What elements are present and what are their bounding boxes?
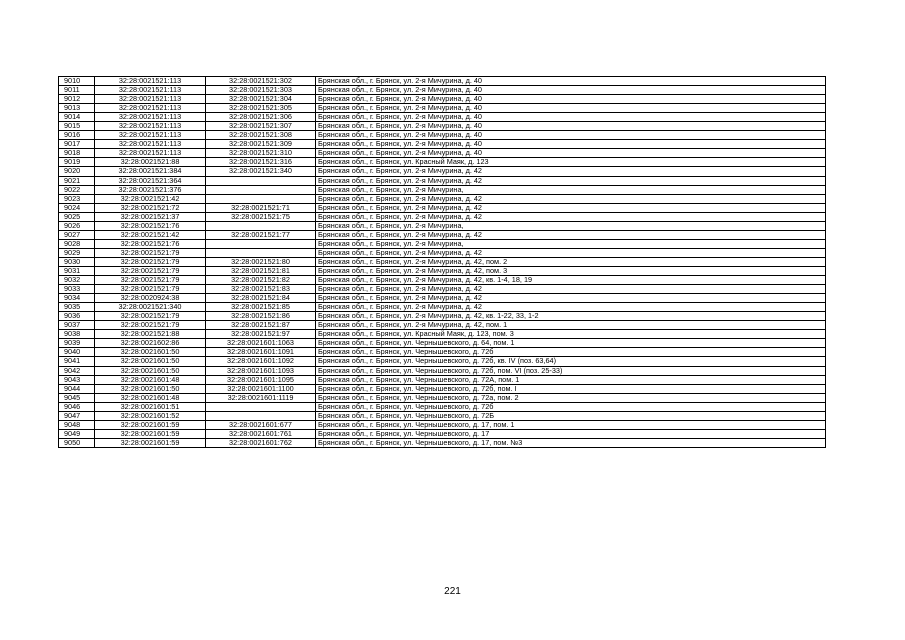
address-cell: Брянская обл., г. Брянск, ул. Чернышевского, д. 64, пом. 1	[316, 339, 826, 348]
parent-cadastral-number-cell: 32:28:0021601:51	[95, 402, 206, 411]
address-cell: Брянская обл., г. Брянск, ул. Чернышевского, д. 72б, пом. I	[316, 384, 826, 393]
parent-cadastral-number-cell: 32:28:0021521:72	[95, 203, 206, 212]
table-row	[59, 203, 826, 212]
parent-cadastral-number-cell: 32:28:0021521:113	[95, 104, 206, 113]
row-number-cell: 9035	[59, 303, 95, 312]
table-row	[59, 239, 826, 248]
parent-cadastral-number-cell: 32:28:0021521:42	[95, 194, 206, 203]
cadastral-number-cell: 32:28:0021601:762	[206, 438, 316, 447]
parent-cadastral-number-cell: 32:28:0021521:113	[95, 131, 206, 140]
table-row	[59, 321, 826, 330]
table-row	[59, 221, 826, 230]
cadastral-number-cell: 32:28:0021601:1093	[206, 366, 316, 375]
cadastral-number-cell: 32:28:0021521:302	[206, 77, 316, 86]
page-number: 221	[444, 586, 461, 597]
parent-cadastral-number-cell: 32:28:0021601:48	[95, 393, 206, 402]
table-row	[59, 257, 826, 266]
table-row	[59, 266, 826, 275]
table-row	[59, 339, 826, 348]
row-number-cell: 9037	[59, 321, 95, 330]
row-number-cell: 9045	[59, 393, 95, 402]
parent-cadastral-number-cell: 32:28:0021521:37	[95, 212, 206, 221]
parent-cadastral-number-cell: 32:28:0021521:113	[95, 122, 206, 131]
row-number-cell: 9013	[59, 104, 95, 113]
address-cell: Брянская обл., г. Брянск, ул. 2-я Мичурина,	[316, 239, 826, 248]
table-row	[59, 429, 826, 438]
cadastral-number-cell: 32:28:0021521:307	[206, 122, 316, 131]
address-cell: Брянская обл., г. Брянск, ул. 2-я Мичурина, д. 42, пом. 1	[316, 321, 826, 330]
cadastral-number-cell	[206, 185, 316, 194]
row-number-cell: 9031	[59, 266, 95, 275]
address-cell: Брянская обл., г. Брянск, ул. Чернышевского, д. 72Б	[316, 411, 826, 420]
address-cell: Брянская обл., г. Брянск, ул. Чернышевского, д. 17, пом. №3	[316, 438, 826, 447]
row-number-cell: 9028	[59, 239, 95, 248]
table-row	[59, 420, 826, 429]
cadastral-number-cell: 32:28:0021521:86	[206, 312, 316, 321]
table-row	[59, 294, 826, 303]
table-row	[59, 149, 826, 158]
parent-cadastral-number-cell: 32:28:0021521:79	[95, 285, 206, 294]
address-cell: Брянская обл., г. Брянск, ул. 2-я Мичурина, д. 42, пом. 3	[316, 266, 826, 275]
table-row	[59, 113, 826, 122]
table-row	[59, 384, 826, 393]
row-number-cell: 9034	[59, 294, 95, 303]
parent-cadastral-number-cell: 32:28:0021601:59	[95, 420, 206, 429]
table-row	[59, 158, 826, 167]
parent-cadastral-number-cell: 32:28:0021521:113	[95, 86, 206, 95]
address-cell: Брянская обл., г. Брянск, ул. Красный Маяк, д. 123, пом. 3	[316, 330, 826, 339]
row-number-cell: 9015	[59, 122, 95, 131]
row-number-cell: 9019	[59, 158, 95, 167]
parent-cadastral-number-cell: 32:28:0021521:79	[95, 248, 206, 257]
row-number-cell: 9023	[59, 194, 95, 203]
table-row	[59, 77, 826, 86]
row-number-cell: 9022	[59, 185, 95, 194]
cadastral-number-cell: 32:28:0021601:761	[206, 429, 316, 438]
cadastral-number-cell	[206, 221, 316, 230]
parent-cadastral-number-cell: 32:28:0021521:113	[95, 95, 206, 104]
cadastral-number-cell: 32:28:0021601:1100	[206, 384, 316, 393]
address-cell: Брянская обл., г. Брянск, ул. 2-я Мичурина, д. 40	[316, 104, 826, 113]
parent-cadastral-number-cell: 32:28:0021601:50	[95, 366, 206, 375]
cadastral-number-cell: 32:28:0021521:71	[206, 203, 316, 212]
parent-cadastral-number-cell: 32:28:0021521:76	[95, 239, 206, 248]
address-cell: Брянская обл., г. Брянск, ул. Чернышевского, д. 72б	[316, 402, 826, 411]
address-cell: Брянская обл., г. Брянск, ул. Чернышевского, д. 72б, пом. VI (поз. 25-33)	[316, 366, 826, 375]
address-cell: Брянская обл., г. Брянск, ул. 2-я Мичурина,	[316, 221, 826, 230]
row-number-cell: 9025	[59, 212, 95, 221]
cadastral-number-cell	[206, 411, 316, 420]
parent-cadastral-number-cell: 32:28:0021521:340	[95, 303, 206, 312]
table-row	[59, 348, 826, 357]
parent-cadastral-number-cell: 32:28:0021521:76	[95, 221, 206, 230]
address-cell: Брянская обл., г. Брянск, ул. Чернышевского, д. 72А, пом. 1	[316, 375, 826, 384]
cadastral-number-cell: 32:28:0021601:1119	[206, 393, 316, 402]
table-row	[59, 185, 826, 194]
cadastral-number-cell: 32:28:0021521:97	[206, 330, 316, 339]
parent-cadastral-number-cell: 32:28:0021521:79	[95, 321, 206, 330]
row-number-cell: 9027	[59, 230, 95, 239]
row-number-cell: 9029	[59, 248, 95, 257]
address-cell: Брянская обл., г. Брянск, ул. 2-я Мичурина, д. 40	[316, 122, 826, 131]
parent-cadastral-number-cell: 32:28:0021521:79	[95, 266, 206, 275]
row-number-cell: 9024	[59, 203, 95, 212]
cadastral-registry-table	[58, 76, 826, 448]
address-cell: Брянская обл., г. Брянск, ул. 2-я Мичурина, д. 42	[316, 212, 826, 221]
table-row	[59, 131, 826, 140]
parent-cadastral-number-cell: 32:28:0021601:59	[95, 438, 206, 447]
row-number-cell: 9040	[59, 348, 95, 357]
address-cell: Брянская обл., г. Брянск, ул. 2-я Мичурина, д. 40	[316, 140, 826, 149]
cadastral-number-cell: 32:28:0021521:77	[206, 230, 316, 239]
row-number-cell: 9010	[59, 77, 95, 86]
cadastral-number-cell: 32:28:0021521:308	[206, 131, 316, 140]
parent-cadastral-number-cell: 32:28:0021521:376	[95, 185, 206, 194]
table-row	[59, 95, 826, 104]
address-cell: Брянская обл., г. Брянск, ул. 2-я Мичурина, д. 42	[316, 285, 826, 294]
address-cell: Брянская обл., г. Брянск, ул. 2-я Мичурина,	[316, 185, 826, 194]
address-cell: Брянская обл., г. Брянск, ул. 2-я Мичурина, д. 40	[316, 86, 826, 95]
parent-cadastral-number-cell: 32:28:0021521:79	[95, 257, 206, 266]
table-row	[59, 411, 826, 420]
address-cell: Брянская обл., г. Брянск, ул. 2-я Мичурина, д. 42	[316, 230, 826, 239]
cadastral-number-cell: 32:28:0021521:303	[206, 86, 316, 95]
cadastral-number-cell: 32:28:0021521:85	[206, 303, 316, 312]
row-number-cell: 9049	[59, 429, 95, 438]
table-row	[59, 176, 826, 185]
cadastral-number-cell: 32:28:0021521:304	[206, 95, 316, 104]
cadastral-number-cell: 32:28:0021521:84	[206, 294, 316, 303]
address-cell: Брянская обл., г. Брянск, ул. 2-я Мичурина, д. 42	[316, 294, 826, 303]
cadastral-number-cell: 32:28:0021521:310	[206, 149, 316, 158]
table-row	[59, 212, 826, 221]
address-cell: Брянская обл., г. Брянск, ул. Чернышевского, д. 72а, пом. 2	[316, 393, 826, 402]
row-number-cell: 9030	[59, 257, 95, 266]
cadastral-number-cell: 32:28:0021601:1063	[206, 339, 316, 348]
address-cell: Брянская обл., г. Брянск, ул. 2-я Мичурина, д. 42, кв. 1-4, 18, 19	[316, 276, 826, 285]
row-number-cell: 9021	[59, 176, 95, 185]
cadastral-number-cell: 32:28:0021601:1092	[206, 357, 316, 366]
table-row	[59, 86, 826, 95]
cadastral-number-cell: 32:28:0021521:340	[206, 167, 316, 176]
parent-cadastral-number-cell: 32:28:0021601:59	[95, 429, 206, 438]
parent-cadastral-number-cell: 32:28:0021601:50	[95, 357, 206, 366]
row-number-cell: 9039	[59, 339, 95, 348]
cadastral-number-cell: 32:28:0021521:305	[206, 104, 316, 113]
cadastral-number-cell: 32:28:0021521:75	[206, 212, 316, 221]
row-number-cell: 9046	[59, 402, 95, 411]
table-row	[59, 285, 826, 294]
table-row	[59, 330, 826, 339]
cadastral-number-cell: 32:28:0021521:81	[206, 266, 316, 275]
parent-cadastral-number-cell: 32:28:0021521:42	[95, 230, 206, 239]
cadastral-number-cell	[206, 248, 316, 257]
table-row	[59, 366, 826, 375]
address-cell: Брянская обл., г. Брянск, ул. 2-я Мичурина, д. 40	[316, 131, 826, 140]
parent-cadastral-number-cell: 32:28:0020924:38	[95, 294, 206, 303]
table-row	[59, 167, 826, 176]
cadastral-number-cell: 32:28:0021601:677	[206, 420, 316, 429]
table-row	[59, 104, 826, 113]
row-number-cell: 9048	[59, 420, 95, 429]
parent-cadastral-number-cell: 32:28:0021521:113	[95, 140, 206, 149]
row-number-cell: 9020	[59, 167, 95, 176]
cadastral-number-cell: 32:28:0021521:82	[206, 276, 316, 285]
address-cell: Брянская обл., г. Брянск, ул. 2-я Мичурина, д. 40	[316, 77, 826, 86]
parent-cadastral-number-cell: 32:28:0021521:79	[95, 312, 206, 321]
cadastral-number-cell: 32:28:0021521:309	[206, 140, 316, 149]
parent-cadastral-number-cell: 32:28:0021521:113	[95, 77, 206, 86]
cadastral-number-cell: 32:28:0021521:83	[206, 285, 316, 294]
address-cell: Брянская обл., г. Брянск, ул. Чернышевского, д. 72б, кв. IV (поз. 63,64)	[316, 357, 826, 366]
cadastral-number-cell: 32:28:0021521:87	[206, 321, 316, 330]
row-number-cell: 9047	[59, 411, 95, 420]
address-cell: Брянская обл., г. Брянск, ул. 2-я Мичурина, д. 42	[316, 248, 826, 257]
table-row	[59, 375, 826, 384]
parent-cadastral-number-cell: 32:28:0021601:50	[95, 348, 206, 357]
parent-cadastral-number-cell: 32:28:0021601:52	[95, 411, 206, 420]
address-cell: Брянская обл., г. Брянск, ул. 2-я Мичурина, д. 40	[316, 149, 826, 158]
parent-cadastral-number-cell: 32:28:0021521:113	[95, 149, 206, 158]
row-number-cell: 9036	[59, 312, 95, 321]
cadastral-number-cell: 32:28:0021521:306	[206, 113, 316, 122]
address-cell: Брянская обл., г. Брянск, ул. 2-я Мичурина, д. 40	[316, 95, 826, 104]
cadastral-number-cell: 32:28:0021601:1095	[206, 375, 316, 384]
table-row	[59, 194, 826, 203]
table-row	[59, 303, 826, 312]
address-cell: Брянская обл., г. Брянск, ул. 2-я Мичурина, д. 42	[316, 194, 826, 203]
parent-cadastral-number-cell: 32:28:0021521:88	[95, 158, 206, 167]
address-cell: Брянская обл., г. Брянск, ул. Чернышевского, д. 17	[316, 429, 826, 438]
registry-table-body	[59, 77, 826, 448]
table-row	[59, 230, 826, 239]
cadastral-number-cell	[206, 194, 316, 203]
cadastral-number-cell: 32:28:0021521:316	[206, 158, 316, 167]
table-row	[59, 276, 826, 285]
row-number-cell: 9041	[59, 357, 95, 366]
address-cell: Брянская обл., г. Брянск, ул. 2-я Мичурина, д. 42	[316, 203, 826, 212]
table-row	[59, 438, 826, 447]
table-row	[59, 393, 826, 402]
parent-cadastral-number-cell: 32:28:0021601:50	[95, 384, 206, 393]
parent-cadastral-number-cell: 32:28:0021521:113	[95, 113, 206, 122]
row-number-cell: 9050	[59, 438, 95, 447]
address-cell: Брянская обл., г. Брянск, ул. Красный Маяк, д. 123	[316, 158, 826, 167]
address-cell: Брянская обл., г. Брянск, ул. Чернышевского, д. 17, пом. 1	[316, 420, 826, 429]
parent-cadastral-number-cell: 32:28:0021601:48	[95, 375, 206, 384]
parent-cadastral-number-cell: 32:28:0021521:364	[95, 176, 206, 185]
cadastral-number-cell	[206, 402, 316, 411]
address-cell: Брянская обл., г. Брянск, ул. 2-я Мичурина, д. 42	[316, 176, 826, 185]
row-number-cell: 9038	[59, 330, 95, 339]
address-cell: Брянская обл., г. Брянск, ул. 2-я Мичурина, д. 40	[316, 113, 826, 122]
row-number-cell: 9014	[59, 113, 95, 122]
row-number-cell: 9043	[59, 375, 95, 384]
row-number-cell: 9033	[59, 285, 95, 294]
address-cell: Брянская обл., г. Брянск, ул. Чернышевского, д. 72б	[316, 348, 826, 357]
table-row	[59, 122, 826, 131]
row-number-cell: 9026	[59, 221, 95, 230]
table-row	[59, 402, 826, 411]
row-number-cell: 9044	[59, 384, 95, 393]
table-row	[59, 140, 826, 149]
row-number-cell: 9018	[59, 149, 95, 158]
parent-cadastral-number-cell: 32:28:0021521:79	[95, 276, 206, 285]
address-cell: Брянская обл., г. Брянск, ул. 2-я Мичурина, д. 42, кв. 1-22, 33, 1-2	[316, 312, 826, 321]
cadastral-number-cell: 32:28:0021521:80	[206, 257, 316, 266]
table-row	[59, 357, 826, 366]
parent-cadastral-number-cell: 32:28:0021521:88	[95, 330, 206, 339]
row-number-cell: 9017	[59, 140, 95, 149]
row-number-cell: 9016	[59, 131, 95, 140]
parent-cadastral-number-cell: 32:28:0021602:86	[95, 339, 206, 348]
cadastral-number-cell	[206, 176, 316, 185]
cadastral-number-cell: 32:28:0021601:1091	[206, 348, 316, 357]
cadastral-number-cell	[206, 239, 316, 248]
row-number-cell: 9042	[59, 366, 95, 375]
row-number-cell: 9011	[59, 86, 95, 95]
row-number-cell: 9012	[59, 95, 95, 104]
address-cell: Брянская обл., г. Брянск, ул. 2-я Мичурина, д. 42, пом. 2	[316, 257, 826, 266]
table-row	[59, 248, 826, 257]
address-cell: Брянская обл., г. Брянск, ул. 2-я Мичурина, д. 42	[316, 303, 826, 312]
table-row	[59, 312, 826, 321]
parent-cadastral-number-cell: 32:28:0021521:384	[95, 167, 206, 176]
row-number-cell: 9032	[59, 276, 95, 285]
address-cell: Брянская обл., г. Брянск, ул. 2-я Мичурина, д. 42	[316, 167, 826, 176]
